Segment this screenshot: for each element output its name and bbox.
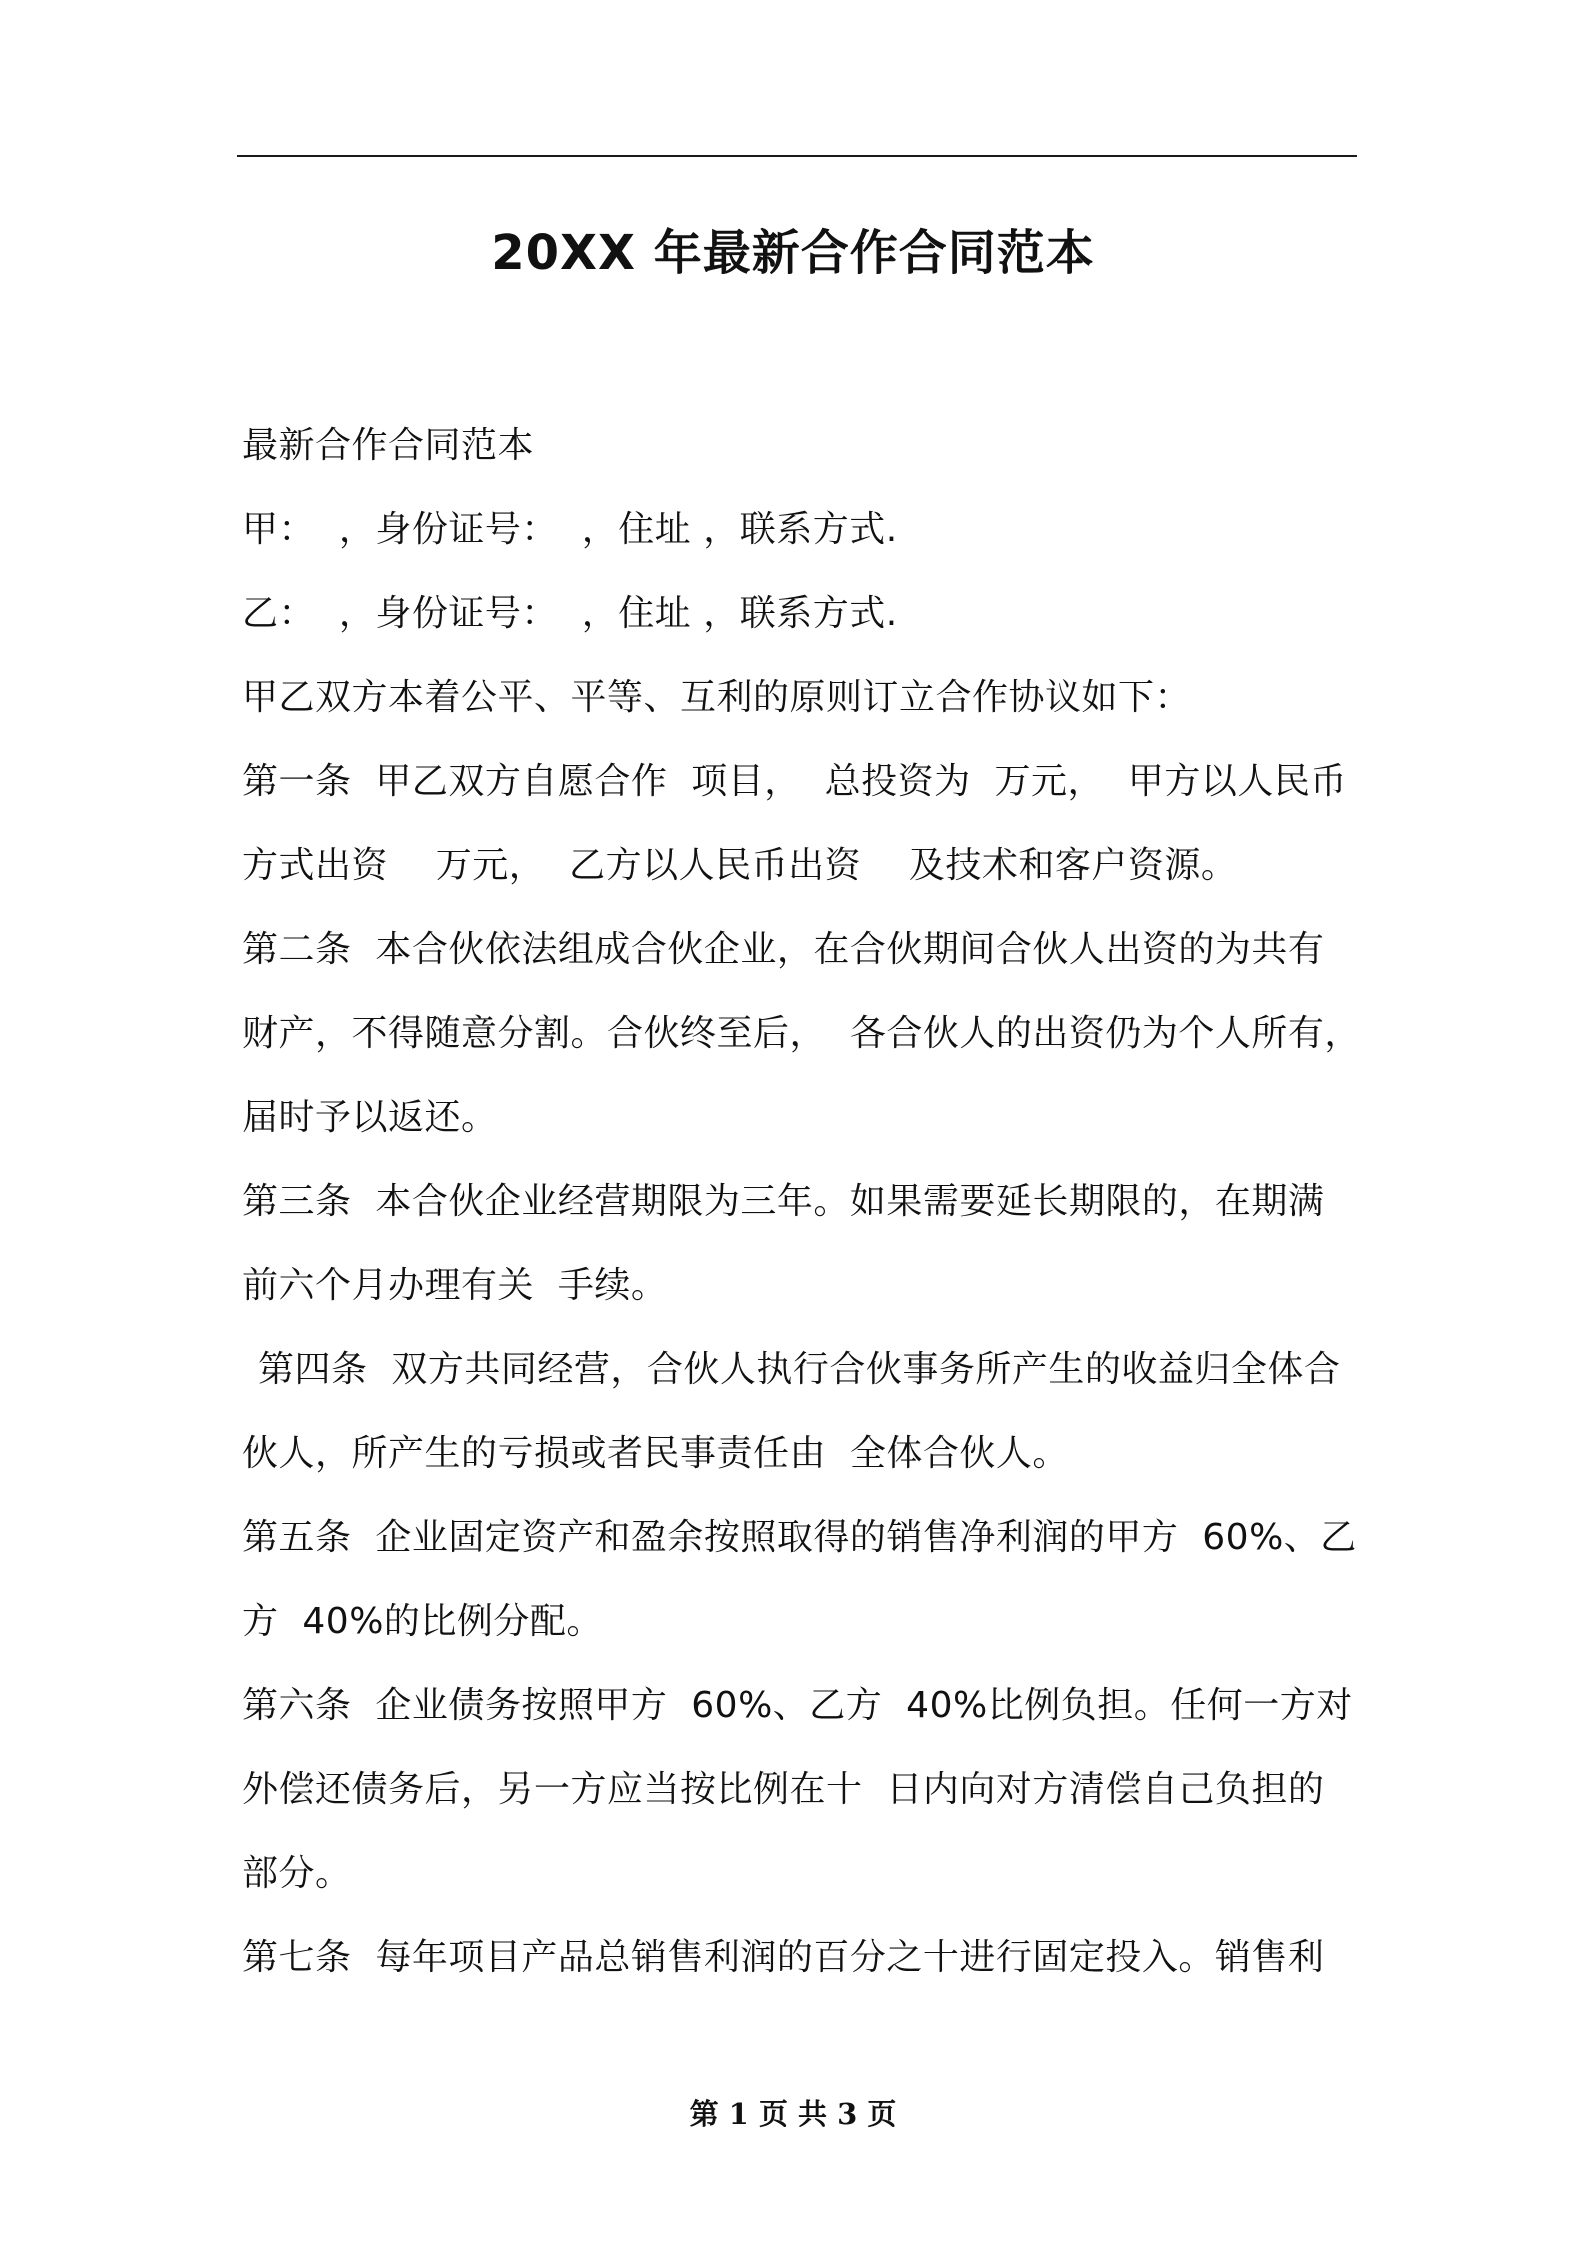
body-line: 届时予以返还。: [242, 1097, 498, 1138]
document-body: [242, 404, 1361, 2000]
body-line: 前六个月办理有关 手续。: [242, 1265, 668, 1306]
body-line: 方 40%的比例分配。: [242, 1601, 603, 1642]
body-line: 甲： ，身份证号： ，住址 ，联系方式.: [242, 509, 898, 550]
body-line: 第四条 双方共同经营，合伙人执行合伙事务所产生的收益归全体合: [258, 1349, 1341, 1390]
body-line: 第二条 本合伙依法组成合伙企业，在合伙期间合伙人出资的为共有: [242, 929, 1325, 970]
body-line: 方式出资 万元， 乙方以人民币出资 及技术和客户资源。: [242, 845, 1238, 886]
body-line: 外偿还债务后，另一方应当按比例在十 日内向对方清偿自己负担的: [242, 1769, 1325, 1810]
body-line: 甲乙双方本着公平、平等、互利的原则订立合作协议如下：: [242, 677, 1192, 718]
body-line: 最新合作合同范本: [242, 425, 535, 466]
page-footer: [0, 2094, 1586, 2134]
body-line: 乙： ，身份证号： ，住址 ，联系方式.: [242, 593, 898, 634]
body-line: 财产，不得随意分割。合伙终至后， 各合伙人的出资仍为个人所有，: [242, 1013, 1361, 1054]
body-line: 第五条 企业固定资产和盈余按照取得的销售净利润的甲方 60%、乙: [242, 1517, 1357, 1558]
page-number-label: 第 1 页 共 3 页: [689, 2097, 897, 2131]
body-line: 第七条 每年项目产品总销售利润的百分之十进行固定投入。销售利: [242, 1937, 1325, 1978]
document-title: 20XX 年最新合作合同范本: [491, 225, 1095, 281]
body-line: 第六条 企业债务按照甲方 60%、乙方 40%比例负担。任何一方对: [242, 1685, 1353, 1726]
body-line: 第一条 甲乙双方自愿合作 项目， 总投资为 万元， 甲方以人民币: [242, 761, 1347, 802]
body-line: 部分。: [242, 1853, 352, 1894]
header-rule: [237, 155, 1357, 157]
body-line: 第三条 本合伙企业经营期限为三年。如果需要延长期限的，在期满: [242, 1181, 1325, 1222]
body-line: 伙人，所产生的亏损或者民事责任由 全体合伙人。: [242, 1433, 1069, 1474]
